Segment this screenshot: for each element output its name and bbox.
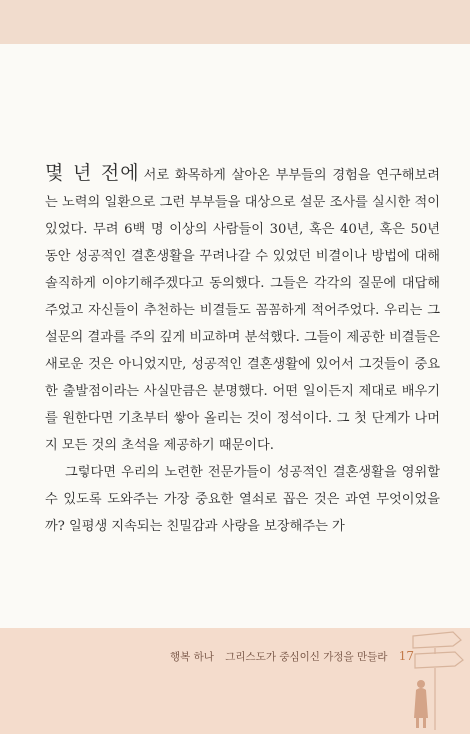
running-footer <box>170 649 415 664</box>
bottom-margin-band <box>0 628 470 734</box>
top-margin-band <box>0 0 470 44</box>
person-figure-icon <box>414 680 428 728</box>
dropcap-lead: 몇 년 전에 <box>45 162 140 184</box>
paragraph-1 <box>45 160 440 459</box>
paragraph-2: 그렇다면 우리의 노련한 전문가들이 성공적인 결혼생활을 영위할 수 있도록 도와주는 가장 중요한 열쇠로 꼽은 것은 과연 무엇이었을까? 일평생 지속되는 친밀감과 사랑을 보장해주는 가 <box>45 465 440 534</box>
footer-chapter-title: 그리스도가 중심이신 가정을 만들라 <box>225 651 388 663</box>
page-number: 17 <box>398 649 415 663</box>
footer-section: 행복 하나 <box>170 651 214 663</box>
paragraph-1-text: 서로 화목하게 살아온 부부들의 경험을 연구해보려는 노력의 일환으로 그런 부부들을 대상으로 설문 조사를 실시한 적이 있었다. 무려 6백 명 이상의 사람들이 30년, 혹은 40년, 혹은 50년 동안 성공적인 결혼생활을 꾸려나갈 수 있었던 비결이나 방법에 대해 솔직하게 이야기해주겠다고 동의했다. 그들은 각각의 질문에 대답해주었고 자신들이 추천하는 비결들도 꼼꼼하게 적어주었다. 우리는 그 설문의 결과를 주의 깊게 비교하며 분석했다. 그들이 제공한 비결들은 새로운 것은 아니었지만, 성공적인 결혼생활에 있어서 그것들이 중요한 출발점이라는 사실만큼은 분명했다. 어떤 일이든지 제대로 배우기를 원한다면 기초부터 쌓아 올리는 것이 정석이다. 그 첫 단계가 나머지 모든 것의 초석을 제공하기 때문이다. <box>45 168 441 453</box>
body-text <box>45 160 440 540</box>
signpost-figure-illustration <box>405 622 467 732</box>
